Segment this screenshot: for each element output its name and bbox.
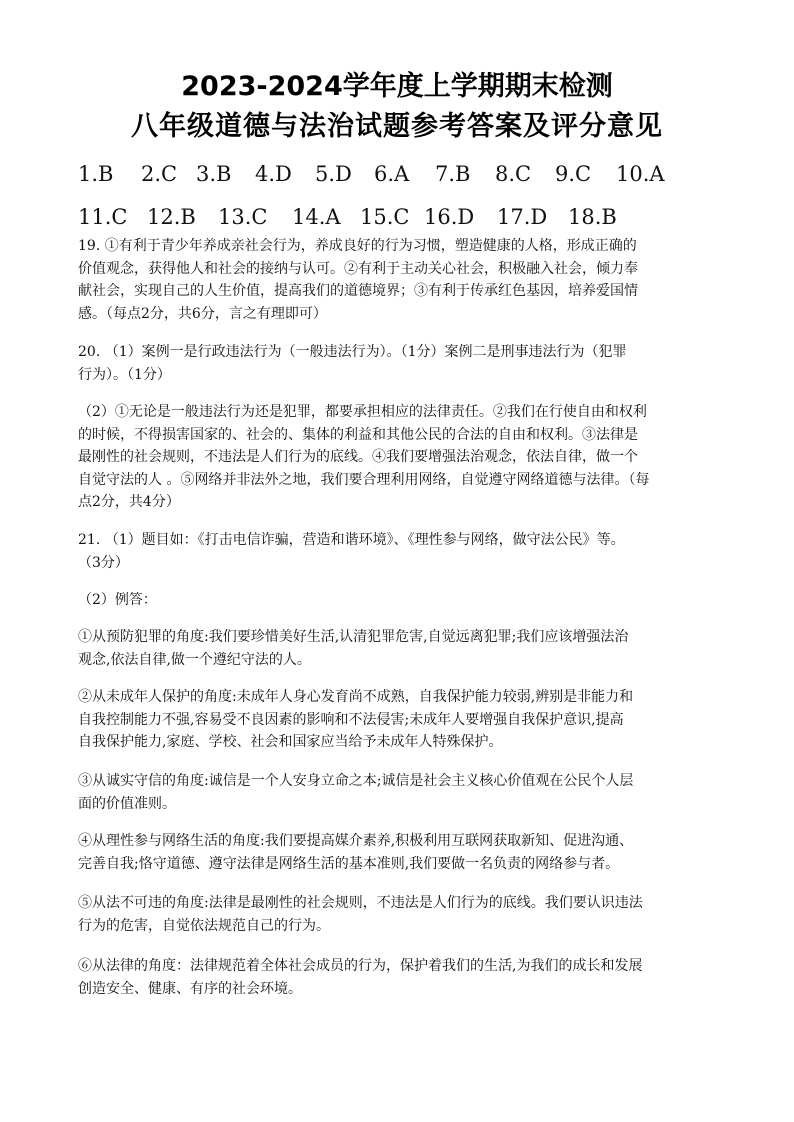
choice-answer: 10.A: [616, 162, 665, 186]
question-20-part-2: [78, 401, 718, 514]
answer-point-4: [78, 830, 718, 875]
choice-answer: 3.B: [196, 162, 232, 186]
text-line: 自我保护能力,家庭、学校、社会和国家应当给予未成年人特殊保护。: [78, 734, 503, 750]
choice-answer: 12.B: [147, 205, 196, 229]
text-line: （2）例答：: [78, 592, 157, 608]
text-line: 最刚性的社会规则，不违法是人们行为的底线。④我们要增强法治观念，依法自律，做一个: [78, 449, 638, 465]
choice-answer: 2.C: [141, 162, 178, 186]
text-line: 行为的危害，自觉依法规范自己的行为。: [78, 917, 330, 934]
text-line: 完善自我;恪守道德、遵守法律是网络生活的基本准则,我们要做一名负责的网络参与者。: [78, 855, 620, 872]
choice-answer: 6.A: [374, 162, 410, 186]
text-line: 19. ①有利于青少年养成亲社会行为，养成良好的行为习惯，塑造健康的人格，形成正确的: [78, 238, 637, 254]
text-line: ⑤从法不可违的角度:法律是最刚性的社会规则，不违法是人们行为的底线。我们要认识违法: [78, 895, 643, 911]
choice-answer: 4.D: [255, 162, 292, 186]
choice-answer: 8.C: [495, 162, 532, 186]
text-line: ①从预防犯罪的角度:我们要珍惜美好生活,认清犯罪危害,自觉远离犯罪;我们应该增强法治: [78, 629, 629, 645]
text-line: （3分）: [78, 554, 129, 571]
answer-point-5: [78, 892, 718, 937]
text-line: 献社会，实现自己的人生价值，提高我们的道德境界；③有利于传承红色基因，培养爱国情: [78, 283, 638, 299]
document-subtitle: 八年级道德与法治试题参考答案及评分意见: [131, 111, 663, 142]
choice-answer: 11.C: [78, 205, 128, 229]
text-line: ④从理性参与网络生活的角度:我们要提高媒介素养,积极利用互联网获取新知、促进沟通、: [78, 833, 634, 849]
text-line: （2）①无论是一般违法行为还是犯罪，都要承担相应的法律责任。②我们在行使自由和权利: [78, 404, 647, 420]
choice-answer: 14.A: [292, 205, 341, 229]
text-line: 价值观念，获得他人和社会的接纳与认可。②有利于主动关心社会，积极融入社会，倾力奉: [78, 260, 638, 277]
text-line: 点2分，共4分）: [78, 494, 180, 510]
text-line: 观念,依法自律,做一个遵纪守法的人。: [78, 651, 311, 668]
choice-answer: 9.C: [555, 162, 592, 186]
choice-answer: 16.D: [424, 205, 475, 229]
choice-answer: 7.B: [435, 162, 471, 186]
text-line: 20. （1）案例一是行政违法行为（一般违法行为）。（1分）案例二是刑事违法行为（犯罪: [78, 344, 627, 360]
choice-answer: 13.C: [218, 205, 268, 229]
text-line: 自觉守法的人 。⑤网络并非法外之地，我们要合理利用网络，自觉遵守网络道德与法律。（每: [78, 471, 650, 488]
text-line: 21. （1）题目如：《打击电信诈骗，营造和谐环境》、《理性参与网络，做守法公民》等。: [78, 532, 625, 548]
text-line: ⑥从法律的角度：法律规范着全体社会成员的行为，保护着我们的生活,为我们的成长和发展: [78, 958, 643, 974]
answer-point-3: [78, 770, 718, 815]
answer-point-1: [78, 626, 718, 671]
text-line: 行为）。（1分）: [78, 366, 171, 383]
choice-answer: 5.D: [315, 162, 352, 186]
question-20-part-1: [78, 341, 718, 386]
question-21-part-1: [78, 529, 718, 574]
text-line: 创造安全、健康、有序的社会环境。: [78, 980, 302, 997]
choice-answer: 17.D: [497, 205, 548, 229]
text-line: ③从诚实守信的角度:诚信是一个人安身立命之本;诚信是社会主义核心价值观在公民个人层: [78, 773, 634, 789]
answer-point-2: [78, 686, 718, 754]
text-line: 面的价值准则。: [78, 795, 176, 812]
question-21-part-2-label: [78, 589, 718, 612]
text-line: ②从未成年人保护的角度:未成年人身心发育尚不成熟，自我保护能力较弱,辨别是非能力和: [78, 689, 634, 705]
text-line: 自我控制能力不强,容易受不良因素的影响和不法侵害;未成年人要增强自我保护意识,提高: [78, 711, 624, 728]
text-line: 感。（每点2分，共6分，言之有理即可）: [78, 305, 327, 322]
choice-answer: 15.C: [360, 205, 410, 229]
question-19-answer: [78, 235, 718, 325]
text-line: 的时候，不得损害国家的、社会的、集体的利益和其他公民的合法的自由和权利。③法律是: [78, 426, 638, 443]
choice-answer: 1.B: [78, 162, 114, 186]
answer-point-6: [78, 955, 718, 1000]
choice-answer: 18.B: [568, 205, 617, 229]
document-title: 2023-2024学年度上学期期末检测: [181, 71, 613, 102]
